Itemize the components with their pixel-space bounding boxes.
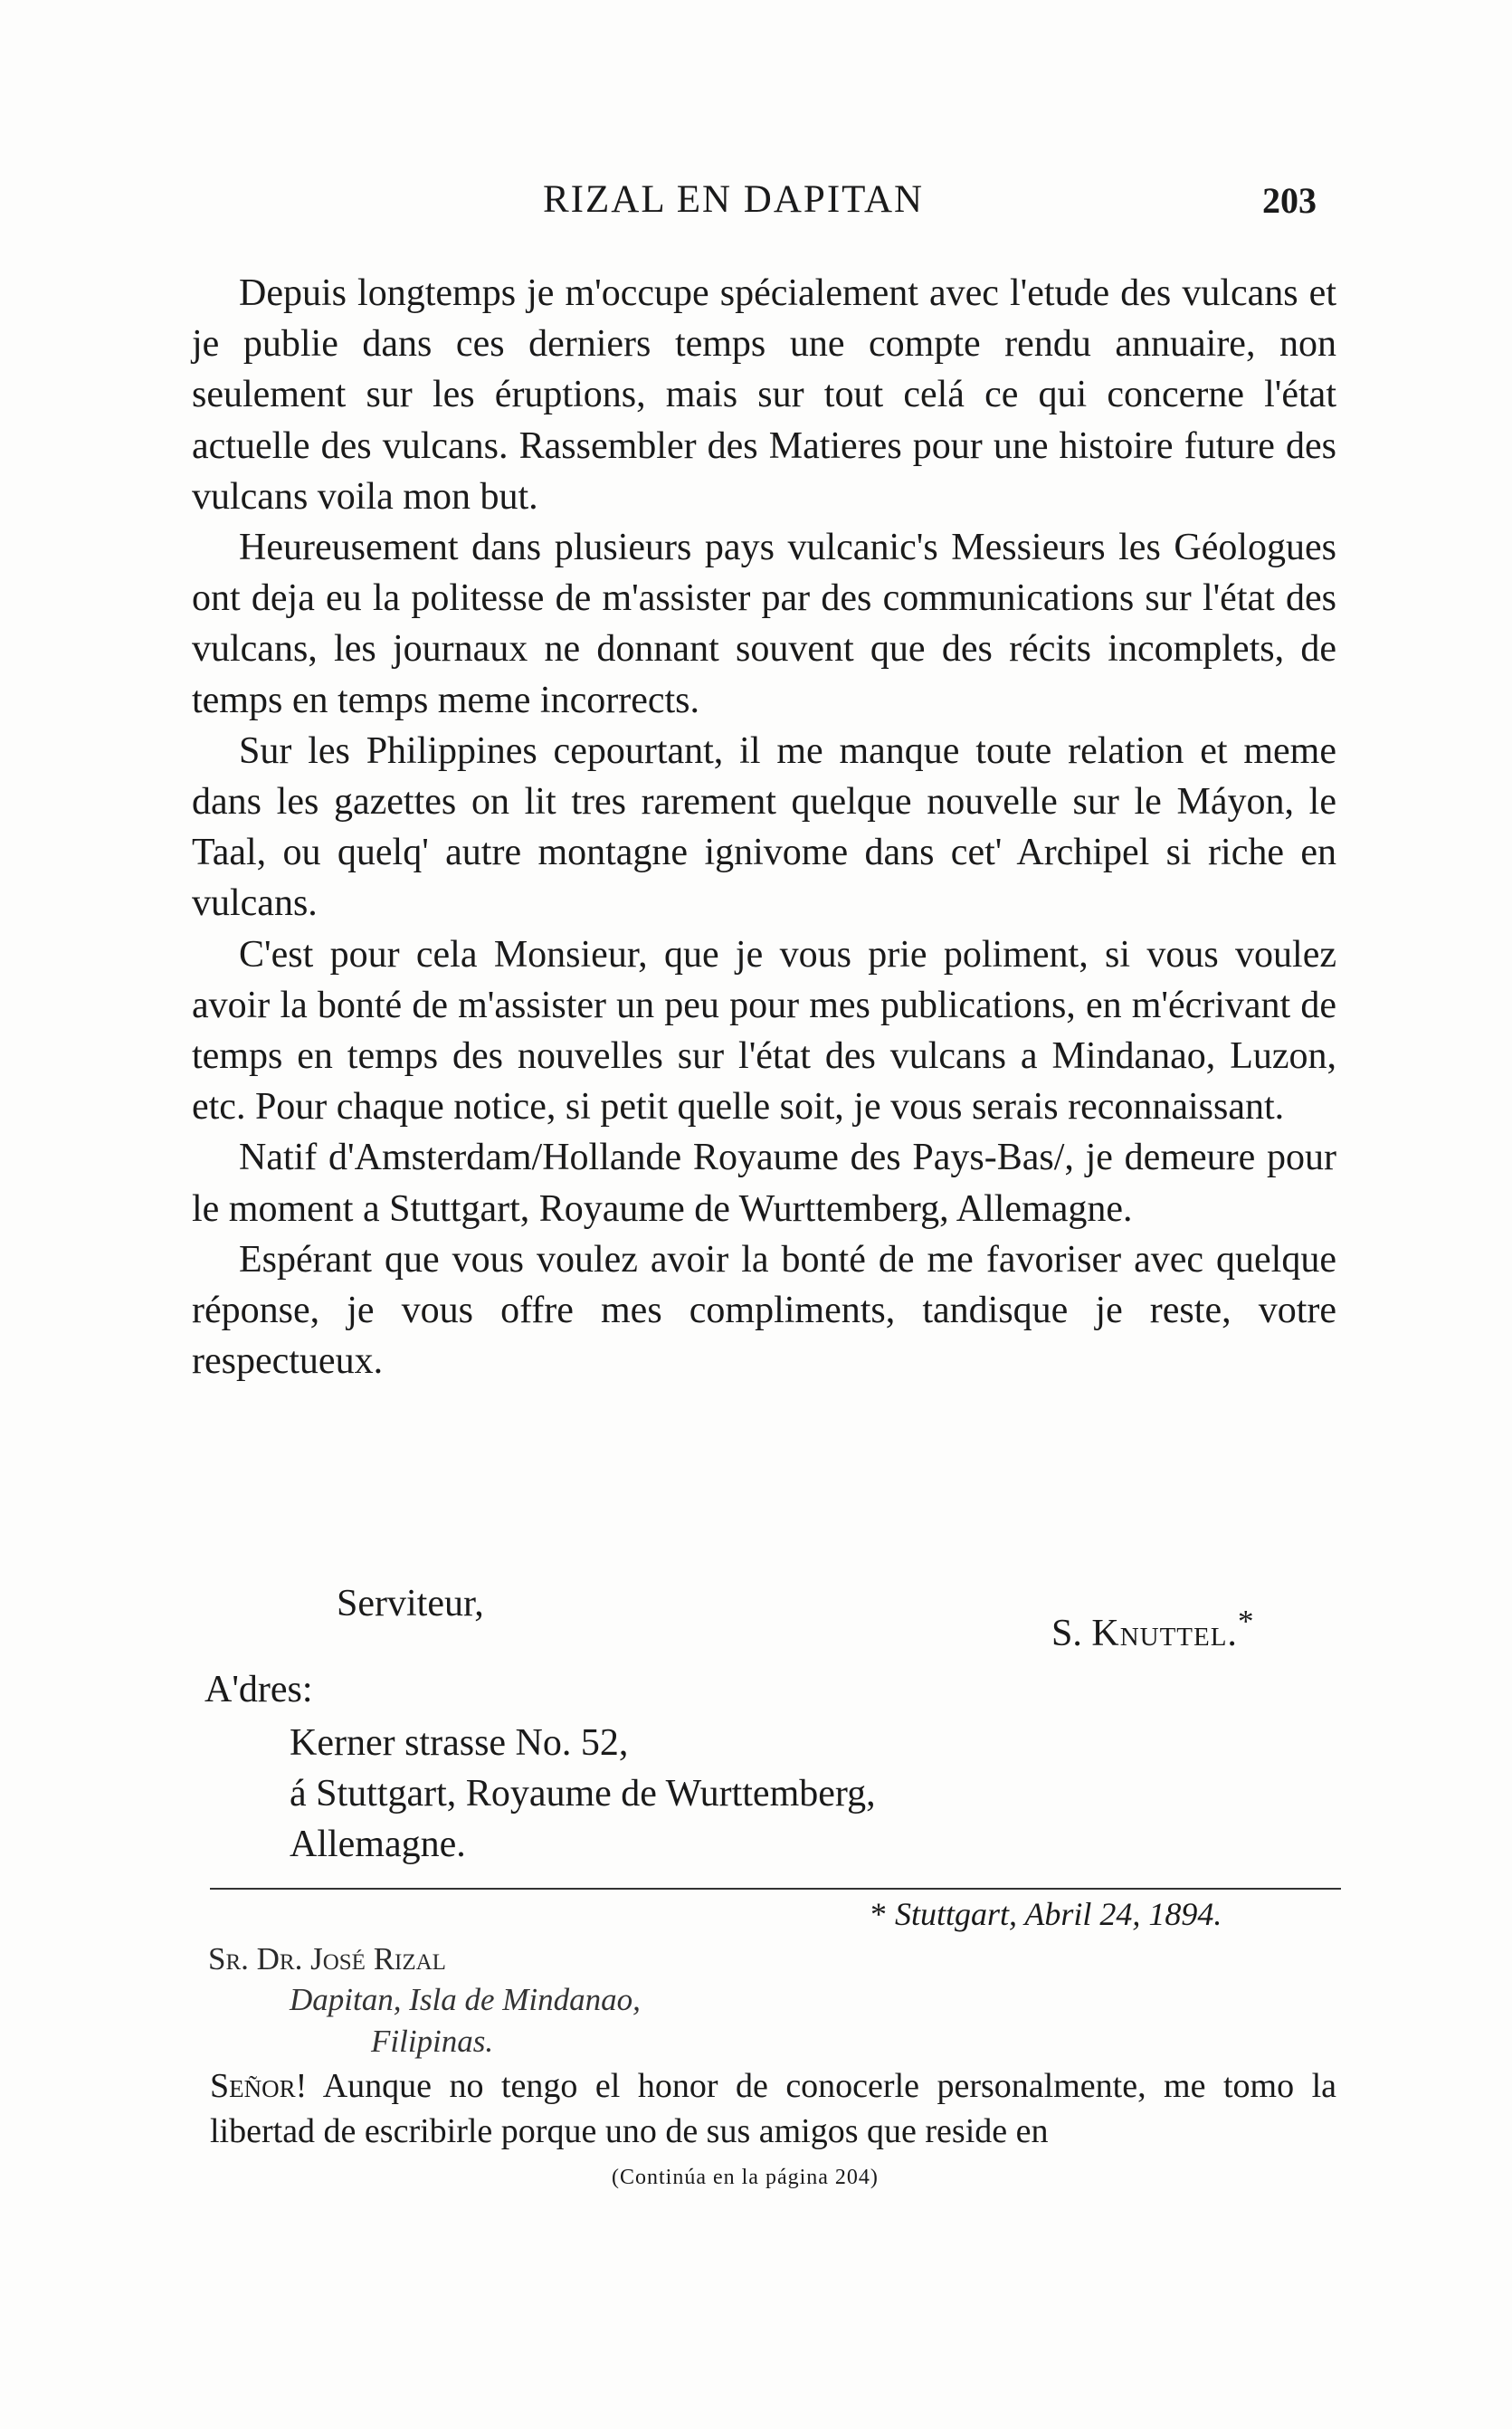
letter-paragraph: Natif d'Amsterdam/Hollande Royaume des Pays-Bas/, je demeure pour le moment a Stuttgart, Royaume de Wurttemberg, Allemagne. bbox=[192, 1137, 1336, 1230]
next-letter-paragraph bbox=[210, 2063, 1336, 2154]
signature-footnote-mark: * bbox=[1237, 1604, 1254, 1639]
letter-closing: Serviteur, bbox=[337, 1583, 484, 1624]
continuation-note: (Continúa en la página 204) bbox=[612, 2166, 879, 2189]
footnote-dateline-text: Stuttgart, Abril 24, 1894. bbox=[895, 1896, 1222, 1932]
next-letter-recipient: Sr. Dr. José Rizal bbox=[208, 1941, 446, 1977]
signature bbox=[1051, 1604, 1253, 1655]
address-line: Allemagne. bbox=[290, 1824, 466, 1865]
letter-paragraph: Heureusement dans plusieurs pays vulcanic's Messieurs les Géologues ont deja eu la politesse de m'assister par des communications sur l'état des vulcans, les journaux ne donnant souvent que des récits incomplets, de temps en temps meme incorrects. bbox=[192, 527, 1336, 721]
footnote-dateline bbox=[870, 1895, 1222, 1933]
next-letter-opening: Aunque no tengo el honor de conocerle personalmente, me tomo la libertad de escribirle porque uno de sus amigos que reside en bbox=[210, 2067, 1337, 2150]
letter-paragraph: C'est pour cela Monsieur, que je vous prie poliment, si vous voulez avoir la bonté de m'assister un peu pour mes publications, en m'écrivant de temps en temps des nouvelles sur l'état des vulcans a Mindanao, Luzon, etc. Pour chaque notice, si petit quelle soit, je vous serais reconnaissant. bbox=[192, 933, 1336, 1129]
letter-paragraph: Depuis longtemps je m'occupe spécialement avec l'etude des vulcans et je publie dans ces derniers temps une compte rendu annuaire, non seulement sur les éruptions, mais sur tout celá ce qui concerne l'état actuelle des vulcans. Rassembler des Matieres pour une histoire future des vulcans voila mon but. bbox=[192, 272, 1336, 518]
address-line: Kerner strasse No. 52, bbox=[290, 1722, 629, 1764]
next-letter-place-2: Filipinas. bbox=[371, 2024, 494, 2059]
footnote-rule bbox=[210, 1888, 1341, 1890]
address-label: A'dres: bbox=[204, 1669, 313, 1710]
letter-body bbox=[192, 268, 1336, 1386]
running-header-title: RIZAL EN DAPITAN bbox=[543, 178, 925, 221]
letter-paragraph: Espérant que vous voulez avoir la bonté de me favoriser avec quelque réponse, je vous offre mes compliments, tandisque je reste, votre respectueux. bbox=[192, 1238, 1336, 1383]
page-number: 203 bbox=[1262, 180, 1317, 221]
salutation: Señor! bbox=[210, 2067, 308, 2105]
signature-name: Knuttel. bbox=[1091, 1613, 1238, 1654]
next-letter-place-1: Dapitan, Isla de Mindanao, bbox=[290, 1982, 641, 2017]
signature-initial: S. bbox=[1051, 1613, 1092, 1654]
letter-paragraph: Sur les Philippines cepourtant, il me manque toute relation et meme dans les gazettes on lit tres rarement quelque nouvelle sur le Máyon, le Taal, ou quelq' autre montagne ignivome dans cet' Archipel si riche en vulcans. bbox=[192, 729, 1336, 925]
footnote-mark: * bbox=[870, 1896, 887, 1932]
address-line: á Stuttgart, Royaume de Wurttemberg, bbox=[290, 1773, 876, 1815]
